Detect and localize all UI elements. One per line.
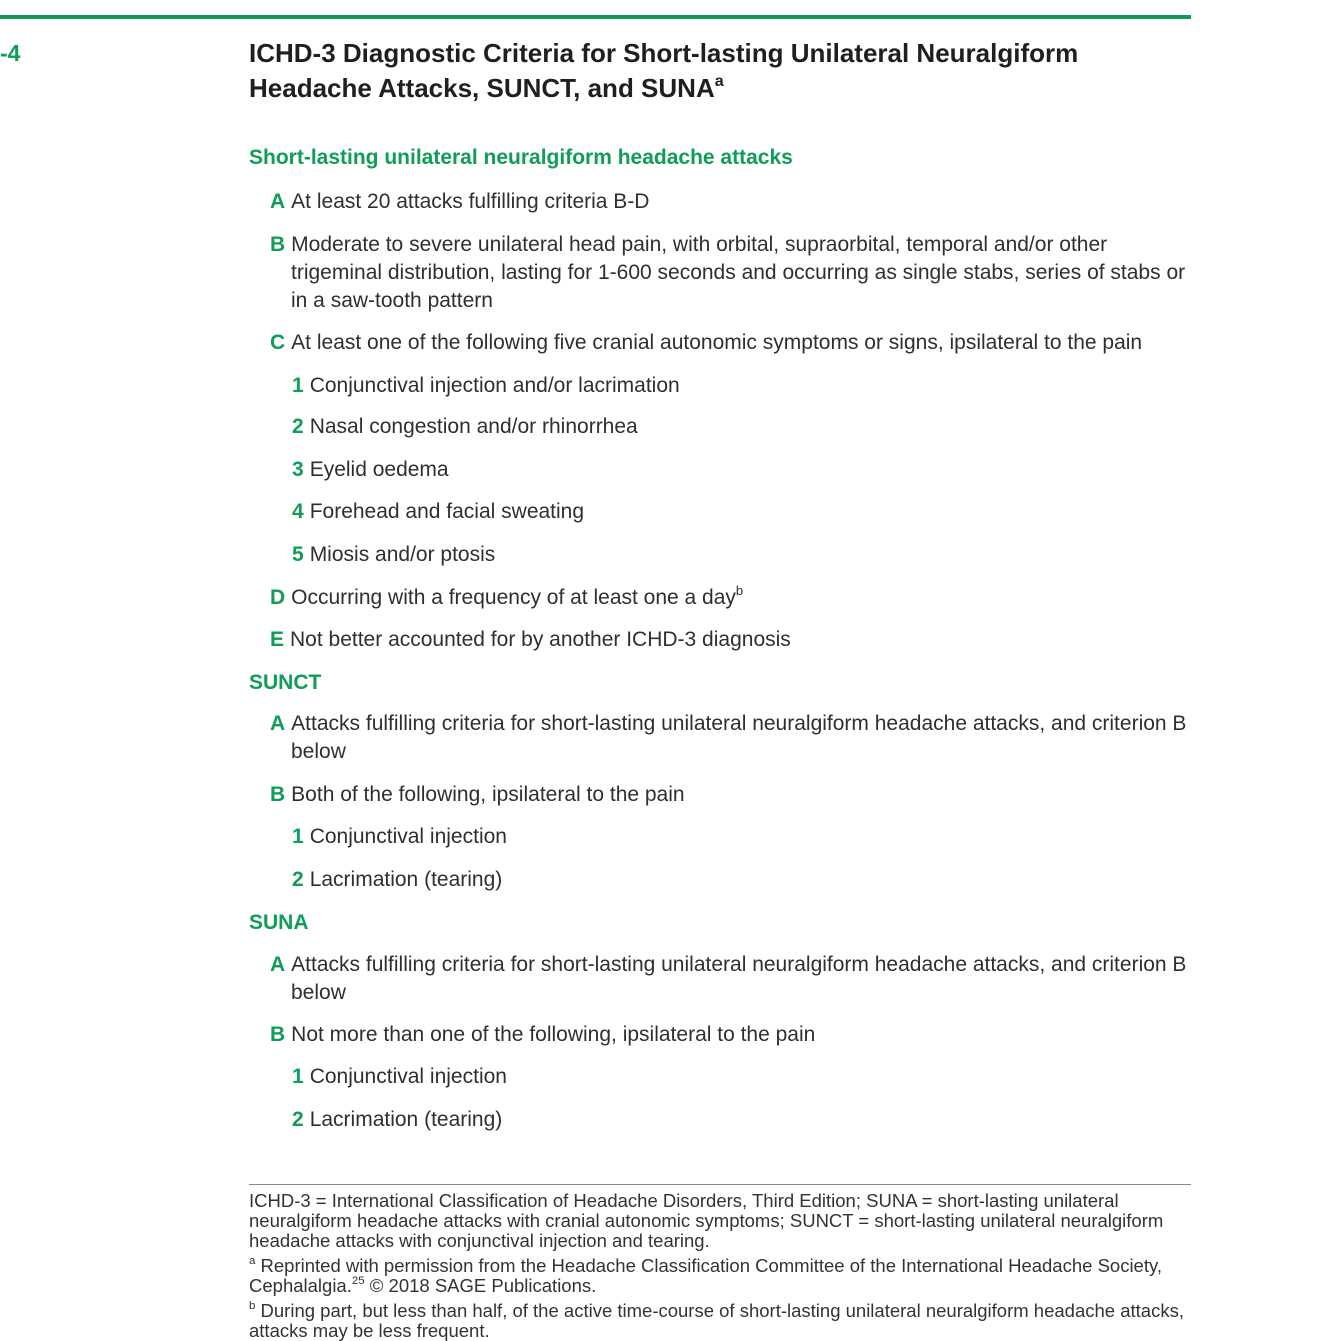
criterion-text: Attacks fulfilling criteria for short-lasting unilateral neuralgiform headache attacks, and criterion B below	[291, 953, 1187, 1004]
criterion-d	[270, 584, 1195, 612]
footnote-a-copyright: © 2018 SAGE Publications.	[369, 1275, 597, 1296]
criterion-key: A	[270, 712, 286, 735]
section-heading-sunct: SUNCT	[249, 671, 322, 694]
criterion-key: C	[270, 331, 286, 354]
footnote-mark-b: b	[735, 582, 744, 598]
criterion-text: Moderate to severe unilateral head pain, with orbital, supraorbital, temporal and/or other trigeminal distribution, lasting for 1-600 seconds and occurring as single stabs, series of stabs or in a saw-tooth pattern	[291, 233, 1186, 312]
criterion-key: 2	[292, 868, 304, 891]
table-label: -4	[0, 40, 21, 66]
sub-criterion-5	[292, 541, 1192, 569]
sub-criterion-3	[292, 456, 1192, 484]
criterion-key: 1	[292, 374, 304, 397]
sunct-sub-criterion-2	[292, 866, 1192, 894]
criterion-key: D	[270, 586, 286, 609]
criterion-c	[270, 329, 1195, 357]
suna-criterion-a	[270, 951, 1195, 1007]
criterion-key: B	[270, 233, 286, 256]
page-title	[249, 36, 1189, 106]
criterion-e	[270, 626, 1195, 654]
criterion-key: B	[270, 1023, 286, 1046]
criterion-key: A	[270, 953, 286, 976]
criterion-key: E	[270, 628, 285, 651]
footnote-rule	[249, 1184, 1191, 1185]
criterion-key: B	[270, 783, 286, 806]
criterion-key: 2	[292, 415, 304, 438]
criterion-text: Forehead and facial sweating	[309, 500, 585, 523]
footnote-a-text: Reprinted with permission from the Headache Classification Committee of the International Headache Society, Cephalalgia.	[249, 1255, 1162, 1296]
criterion-key: 1	[292, 1065, 304, 1088]
footnote-mark-a: a	[249, 1254, 256, 1267]
criterion-key: 1	[292, 825, 304, 848]
criterion-text: At least 20 attacks fulfilling criteria B-D	[291, 190, 650, 213]
criterion-text: Conjunctival injection	[309, 1065, 507, 1088]
footnote-a	[249, 1256, 1194, 1296]
sub-criterion-4	[292, 498, 1192, 526]
criterion-key: 2	[292, 1108, 304, 1131]
criterion-text: Attacks fulfilling criteria for short-lasting unilateral neuralgiform headache attacks, and criterion B below	[291, 712, 1187, 763]
criterion-text: Miosis and/or ptosis	[309, 543, 496, 566]
section-heading-sulnha: Short-lasting unilateral neuralgiform headache attacks	[249, 146, 793, 169]
criterion-key: 4	[292, 500, 304, 523]
criterion-key: A	[270, 190, 286, 213]
criterion-text: Conjunctival injection	[309, 825, 507, 848]
footnote-b	[249, 1301, 1194, 1341]
footnote-b-text: During part, but less than half, of the active time-course of short-lasting unilateral neuralgiform headache attacks, attacks may be less frequent.	[249, 1300, 1184, 1341]
sub-criterion-2	[292, 413, 1192, 441]
criterion-text: Lacrimation (tearing)	[309, 868, 503, 891]
section-heading-suna: SUNA	[249, 911, 309, 934]
title-footnote-mark: a	[714, 71, 724, 90]
criterion-a	[270, 188, 1195, 216]
criterion-text: Nasal congestion and/or rhinorrhea	[309, 415, 638, 438]
suna-sub-criterion-2	[292, 1106, 1192, 1134]
suna-sub-criterion-1	[292, 1063, 1192, 1091]
criterion-key: 3	[292, 458, 304, 481]
title-text: ICHD-3 Diagnostic Criteria for Short-lasting Unilateral Neuralgiform Headache Attacks, SUNCT, and SUNA	[249, 38, 1079, 103]
suna-criterion-b	[270, 1021, 1195, 1049]
footnote-mark-b-note: b	[249, 1299, 256, 1312]
criterion-text: Conjunctival injection and/or lacrimation	[309, 374, 680, 397]
sunct-criterion-a	[270, 710, 1195, 766]
criterion-text: Occurring with a frequency of at least one a day	[291, 586, 736, 609]
sunct-criterion-b	[270, 781, 1195, 809]
top-rule	[0, 15, 1191, 19]
criterion-b	[270, 231, 1195, 315]
sunct-sub-criterion-1	[292, 823, 1192, 851]
sub-criterion-1	[292, 372, 1192, 400]
criterion-text: Both of the following, ipsilateral to the pain	[291, 783, 685, 806]
criterion-key: 5	[292, 543, 304, 566]
reference-number: 25	[351, 1274, 365, 1287]
criterion-text: At least one of the following five cranial autonomic symptoms or signs, ipsilateral to the pain	[291, 331, 1143, 354]
criterion-text: Lacrimation (tearing)	[309, 1108, 503, 1131]
criterion-text: Not more than one of the following, ipsilateral to the pain	[291, 1023, 816, 1046]
footnote-abbreviations: ICHD-3 = International Classification of Headache Disorders, Third Edition; SUNA = short-lasting unilateral neuralgiform headache attacks with cranial autonomic symptoms; SUNCT = short-lasting unilateral neuralgiform headache attacks with conjunctival injection and tearing.	[249, 1190, 1164, 1251]
criterion-text: Not better accounted for by another ICHD-3 diagnosis	[290, 628, 791, 651]
criterion-text: Eyelid oedema	[309, 458, 449, 481]
